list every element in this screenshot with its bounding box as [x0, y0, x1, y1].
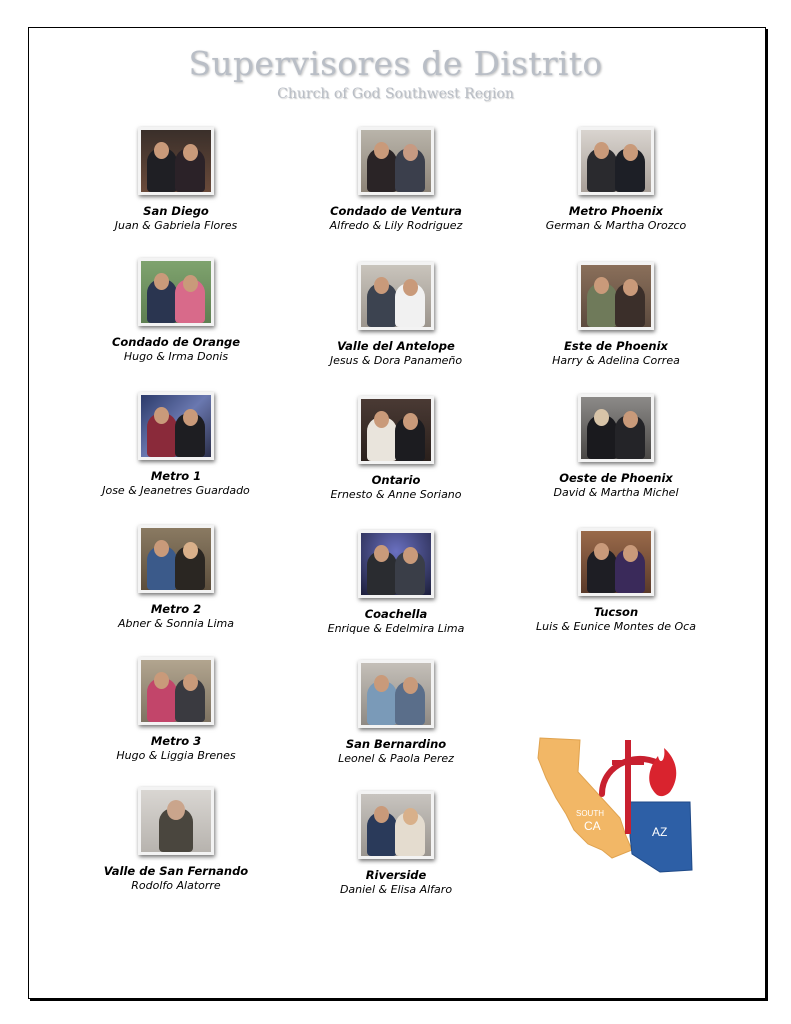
district-name: Metro 2 [150, 602, 202, 616]
couple-photo [578, 127, 654, 195]
couple-photo [358, 127, 434, 195]
district-name: Este de Phoenix [564, 339, 668, 353]
couple-photo [138, 525, 214, 593]
couple-photo [358, 660, 434, 728]
supervisor-names: Alfredo & Lily Rodriguez [329, 219, 463, 232]
couple-photo [138, 392, 214, 460]
map-label-ca: CA [584, 819, 601, 833]
district-name: San Diego [143, 204, 209, 218]
supervisor-names: Daniel & Elisa Alfaro [339, 883, 453, 896]
district-card [496, 127, 736, 233]
district-name: Valle del Antelope [337, 339, 455, 353]
district-name: Oeste de Phoenix [559, 471, 673, 485]
map-label-south: SOUTH [576, 809, 604, 818]
couple-photo [138, 127, 214, 195]
page-subtitle: Church of God Southwest Region [277, 86, 514, 102]
district-name: Condado de Orange [111, 335, 241, 349]
supervisor-names: David & Martha Michel [553, 486, 679, 499]
district-name: Tucson [593, 605, 639, 619]
supervisor-names: Hugo & Liggia Brenes [116, 749, 236, 762]
district-card [56, 657, 296, 763]
district-card [496, 262, 736, 368]
district-card [496, 528, 736, 634]
district-card [56, 127, 296, 233]
district-name: Riverside [365, 868, 427, 882]
district-card [56, 525, 296, 631]
supervisor-names: Harry & Adelina Correa [552, 354, 680, 367]
map-label-az: AZ [652, 825, 668, 839]
district-card [56, 258, 296, 364]
supervisor-names: Rodolfo Alatorre [131, 879, 221, 892]
district-card [276, 262, 516, 368]
couple-photo [138, 657, 214, 725]
couple-photo [358, 791, 434, 859]
supervisor-names: Ernesto & Anne Soriano [330, 488, 462, 501]
couple-photo [578, 394, 654, 462]
california-arizona-map-logo [532, 732, 697, 877]
supervisor-names: Leonel & Paola Perez [338, 752, 454, 765]
supervisor-names: Enrique & Edelmira Lima [327, 622, 465, 635]
couple-photo [578, 262, 654, 330]
supervisor-names: German & Martha Orozco [545, 219, 687, 232]
district-card [496, 394, 736, 500]
district-name: Coachella [364, 607, 428, 621]
district-name: San Bernardino [345, 737, 447, 751]
district-name: Metro 1 [150, 469, 202, 483]
district-name: Condado de Ventura [330, 204, 462, 218]
region-logo [532, 732, 697, 877]
page-title: Supervisores de Distrito [188, 44, 603, 83]
district-name: Ontario [371, 473, 421, 487]
couple-photo [358, 396, 434, 464]
district-card [276, 660, 516, 766]
district-card [56, 392, 296, 498]
supervisor-names: Luis & Eunice Montes de Oca [536, 620, 696, 633]
supervisor-names: Jose & Jeanetres Guardado [102, 484, 250, 497]
couple-photo [138, 258, 214, 326]
district-name: Metro 3 [150, 734, 202, 748]
supervisor-names: Juan & Gabriela Flores [114, 219, 238, 232]
district-name: Metro Phoenix [568, 204, 664, 218]
supervisor-names: Hugo & Irma Donis [123, 350, 229, 363]
district-card [276, 791, 516, 897]
district-card [276, 127, 516, 233]
couple-photo [358, 530, 434, 598]
couple-photo [578, 528, 654, 596]
portrait-photo [138, 787, 214, 855]
district-name: Valle de San Fernando [103, 864, 249, 878]
district-card [56, 787, 296, 893]
district-card [276, 396, 516, 502]
supervisor-names: Jesus & Dora Panameño [329, 354, 463, 367]
couple-photo [358, 262, 434, 330]
district-card [276, 530, 516, 636]
supervisor-names: Abner & Sonnia Lima [118, 617, 234, 630]
